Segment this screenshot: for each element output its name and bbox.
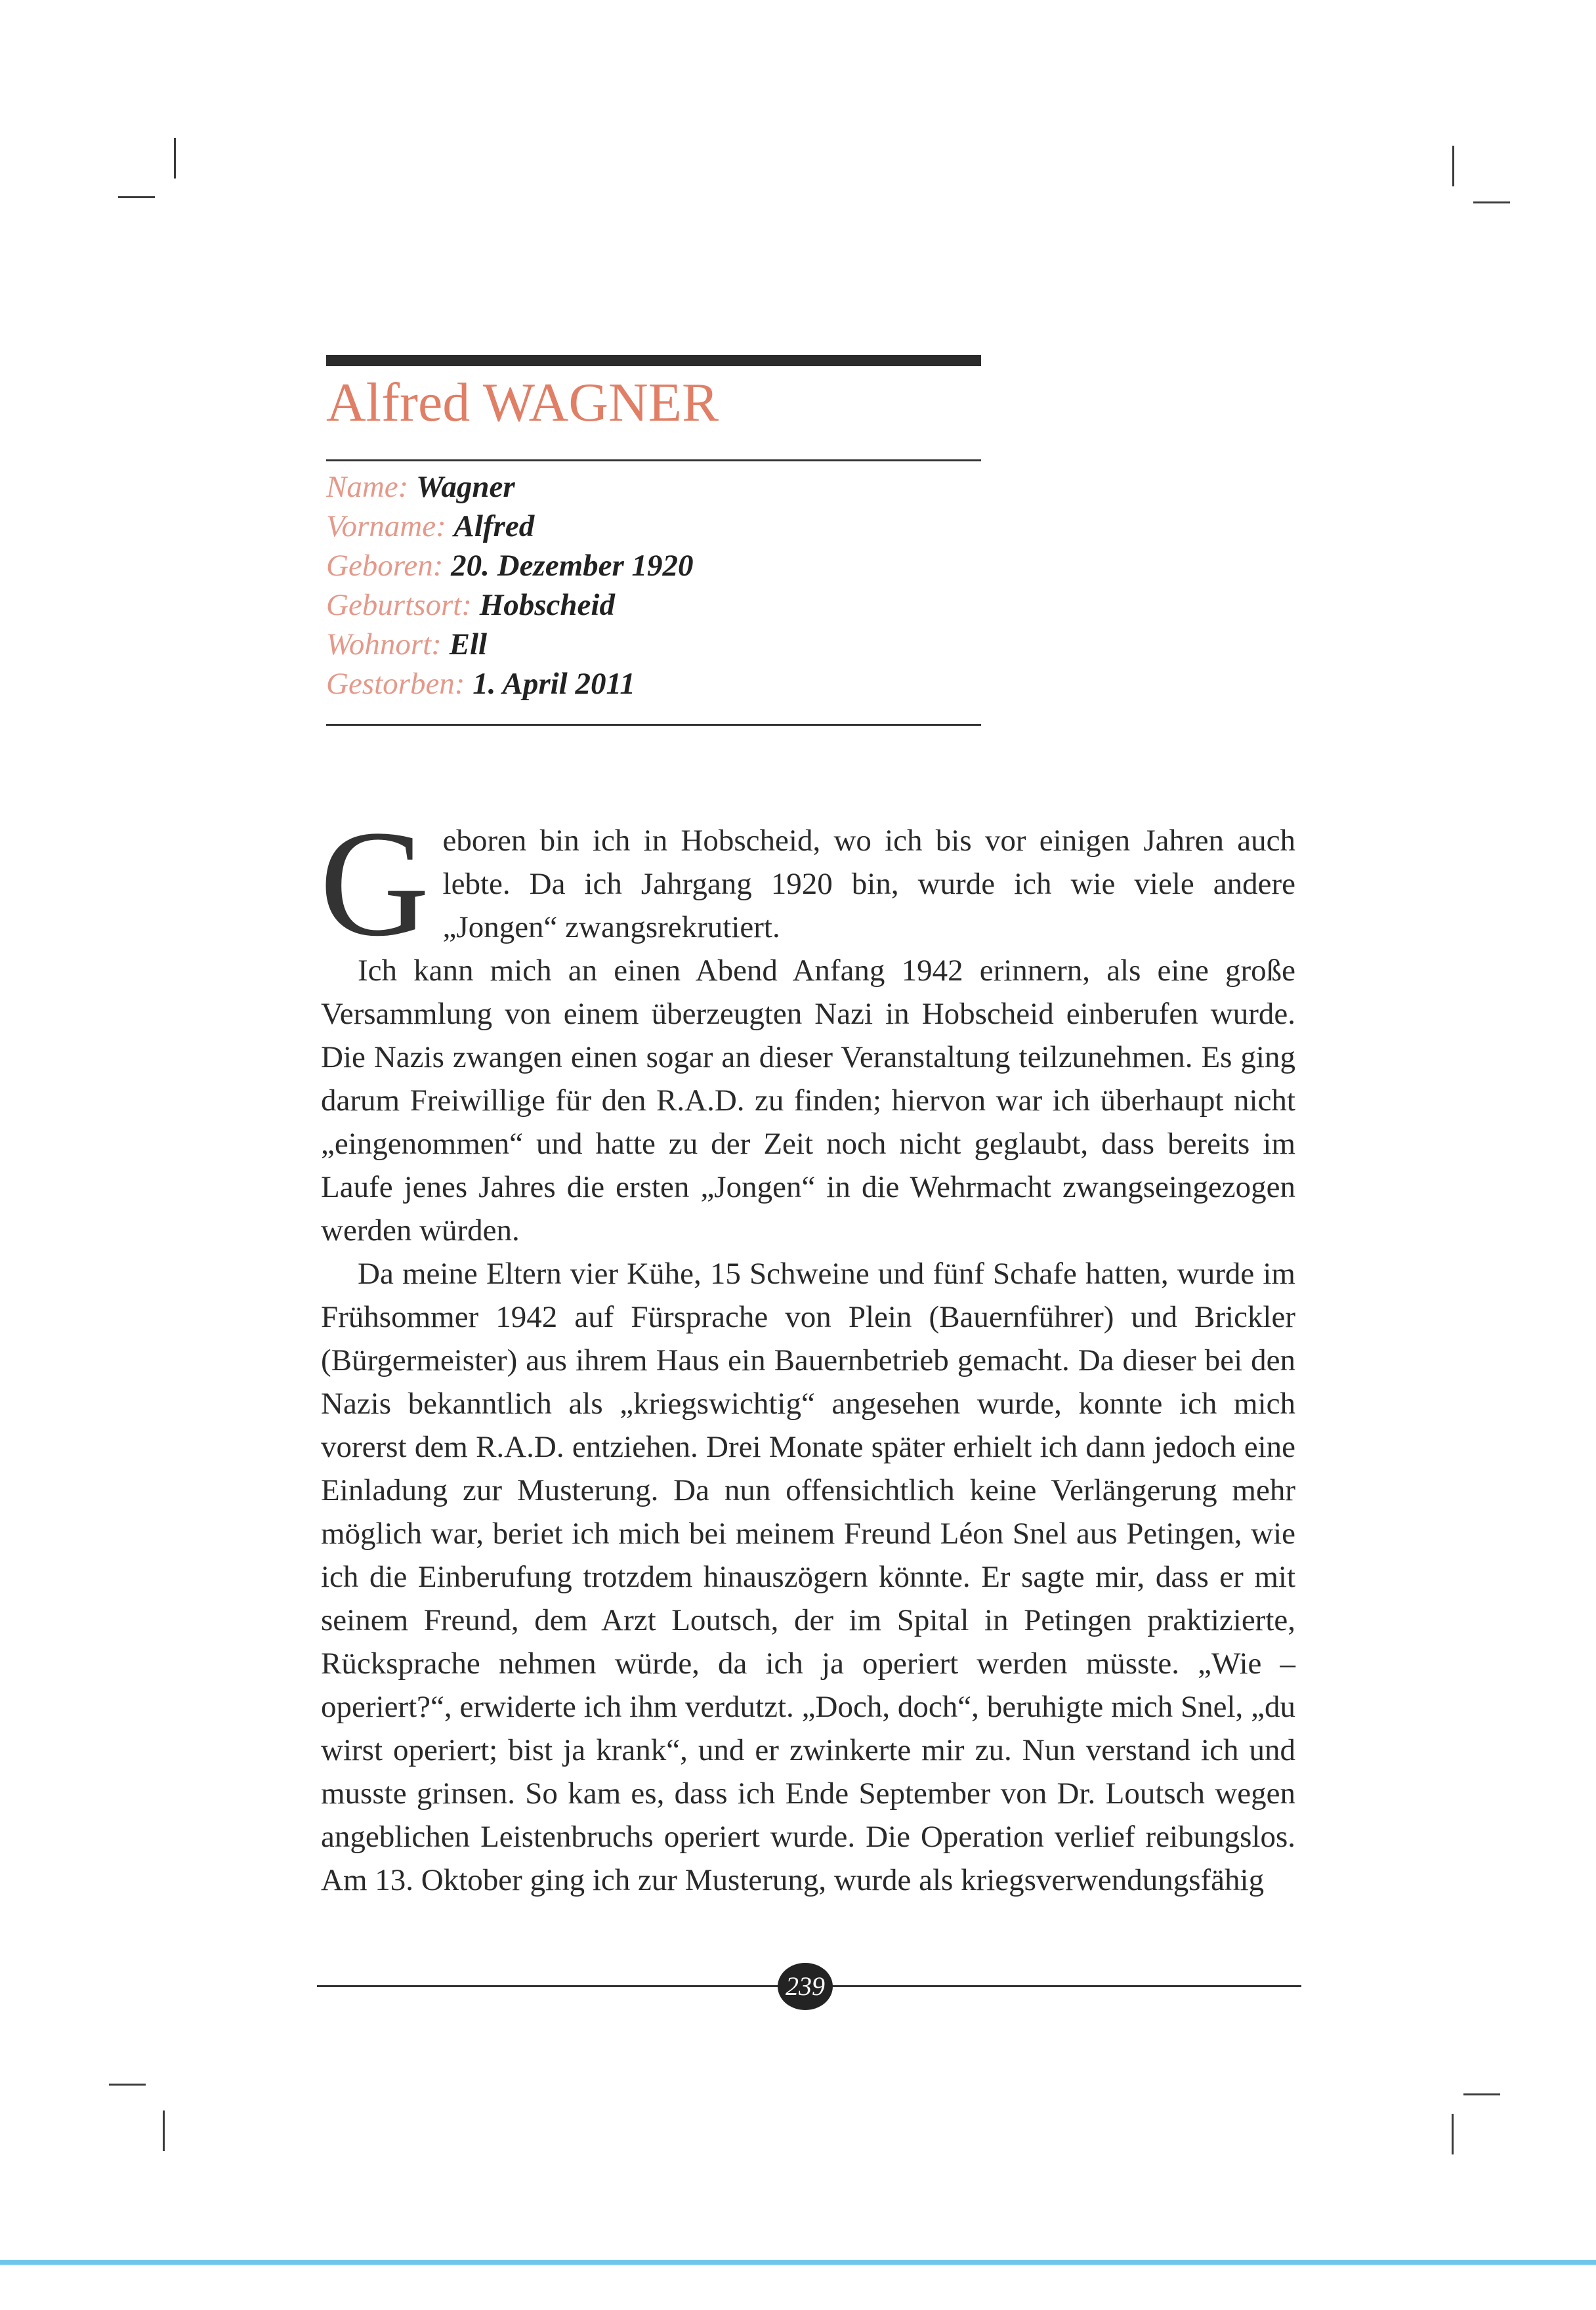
info-bottom-rule [326,724,981,726]
info-label: Geburtsort: [326,588,472,622]
info-label: Vorname: [326,509,446,543]
crop-mark [1452,2114,1454,2154]
title-top-rule [326,355,981,366]
drop-cap: G [320,799,430,968]
info-label: Geboren: [326,549,444,583]
info-label: Name: [326,470,409,504]
crop-mark [1452,146,1454,186]
info-row-name [326,467,982,507]
page-title: Alfred WAGNER [326,372,719,433]
info-row-wohnort [326,625,982,664]
crop-mark [118,196,155,198]
info-value: 20. Dezember 1920 [451,549,694,583]
info-value: Alfred [453,509,535,543]
crop-mark [109,2084,146,2086]
info-value: Hobscheid [479,588,615,622]
info-row-gestorben [326,664,982,704]
scan-edge-band [0,2260,1596,2265]
footer-rule [317,1985,778,1987]
info-row-geburtsort [326,585,982,625]
info-row-geboren [326,546,982,585]
paragraph-2: Ich kann mich an einen Abend Anfang 1942 erinnern, als eine große Versammlung von einem überzeugten Nazi in Hobscheid einberufen wurde. Die Nazis zwangen einen sogar an dieser Veranstaltung teilzunehmen. Es ging darum Freiwillige für den R.A.D. zu finden; hiervon war ich überhaupt nicht „eingenommen“ und hatte zu der Zeit noch nicht geglaubt, dass bereits im Laufe jenes Jahres die ersten „Jongen“ in die Wehrmacht zwangseingezogen werden würden. [321,954,1295,1248]
footer-rule [832,1985,1301,1987]
info-value: Wagner [416,470,515,504]
info-label: Wohnort: [326,627,442,662]
crop-mark [1463,2093,1500,2095]
info-value: Ell [449,627,488,662]
crop-mark [163,2110,165,2151]
info-row-vorname [326,507,982,546]
article-body [320,799,1295,1902]
info-label: Gestorben: [326,667,465,701]
info-value: 1. April 2011 [472,667,635,701]
title-bottom-rule [326,459,981,461]
page-number: 239 [778,1963,833,2010]
crop-mark [1473,201,1510,203]
crop-mark [174,138,176,178]
info-box [326,467,982,704]
paragraph-3: Da meine Eltern vier Kühe, 15 Schweine und fünf Schafe hatten, wurde im Frühsommer 1942 auf Fürsprache von Plein (Bauernführer) und Brickler (Bürgermeister) aus ihrem Haus ein Bauernbetrieb gemacht. Da dieser bei den Nazis bekanntlich als „kriegswichtig“ angesehen wurde, konnte ich mich vorerst dem R.A.D. entziehen. Drei Monate später erhielt ich dann jedoch eine Einladung zur Musterung. Da nun offensichtlich keine Verlängerung mehr möglich war, beriet ich mich bei meinem Freund Léon Snel aus Petingen, wie ich die Einberufung trotzdem hinauszögern könnte. Er sagte mir, dass er mit seinem Freund, dem Arzt Loutsch, der im Spital in Petingen praktizierte, Rücksprache nehmen würde, da ich ja operiert werden müsste. „Wie – operiert?“, erwiderte ich ihm verdutzt. „Doch, doch“, beruhigte mich Snel, „du wirst operiert; bist ja krank“, und er zwinkerte mir zu. Nun verstand ich und musste grinsen. So kam es, dass ich Ende September von Dr. Loutsch wegen angeblichen Leistenbruchs operiert wurde. Die Operation verlief reibungslos. Am 13. Oktober ging ich zur Musterung, wurde als kriegsverwendungsfähig [321,1257,1295,1897]
paragraph-1: eboren bin ich in Hobscheid, wo ich bis vor einigen Jahren auch lebte. Da ich Jahrgang 1920 bin, wurde ich wie viele andere „Jongen“ zwangsrekrutiert. [442,824,1295,944]
